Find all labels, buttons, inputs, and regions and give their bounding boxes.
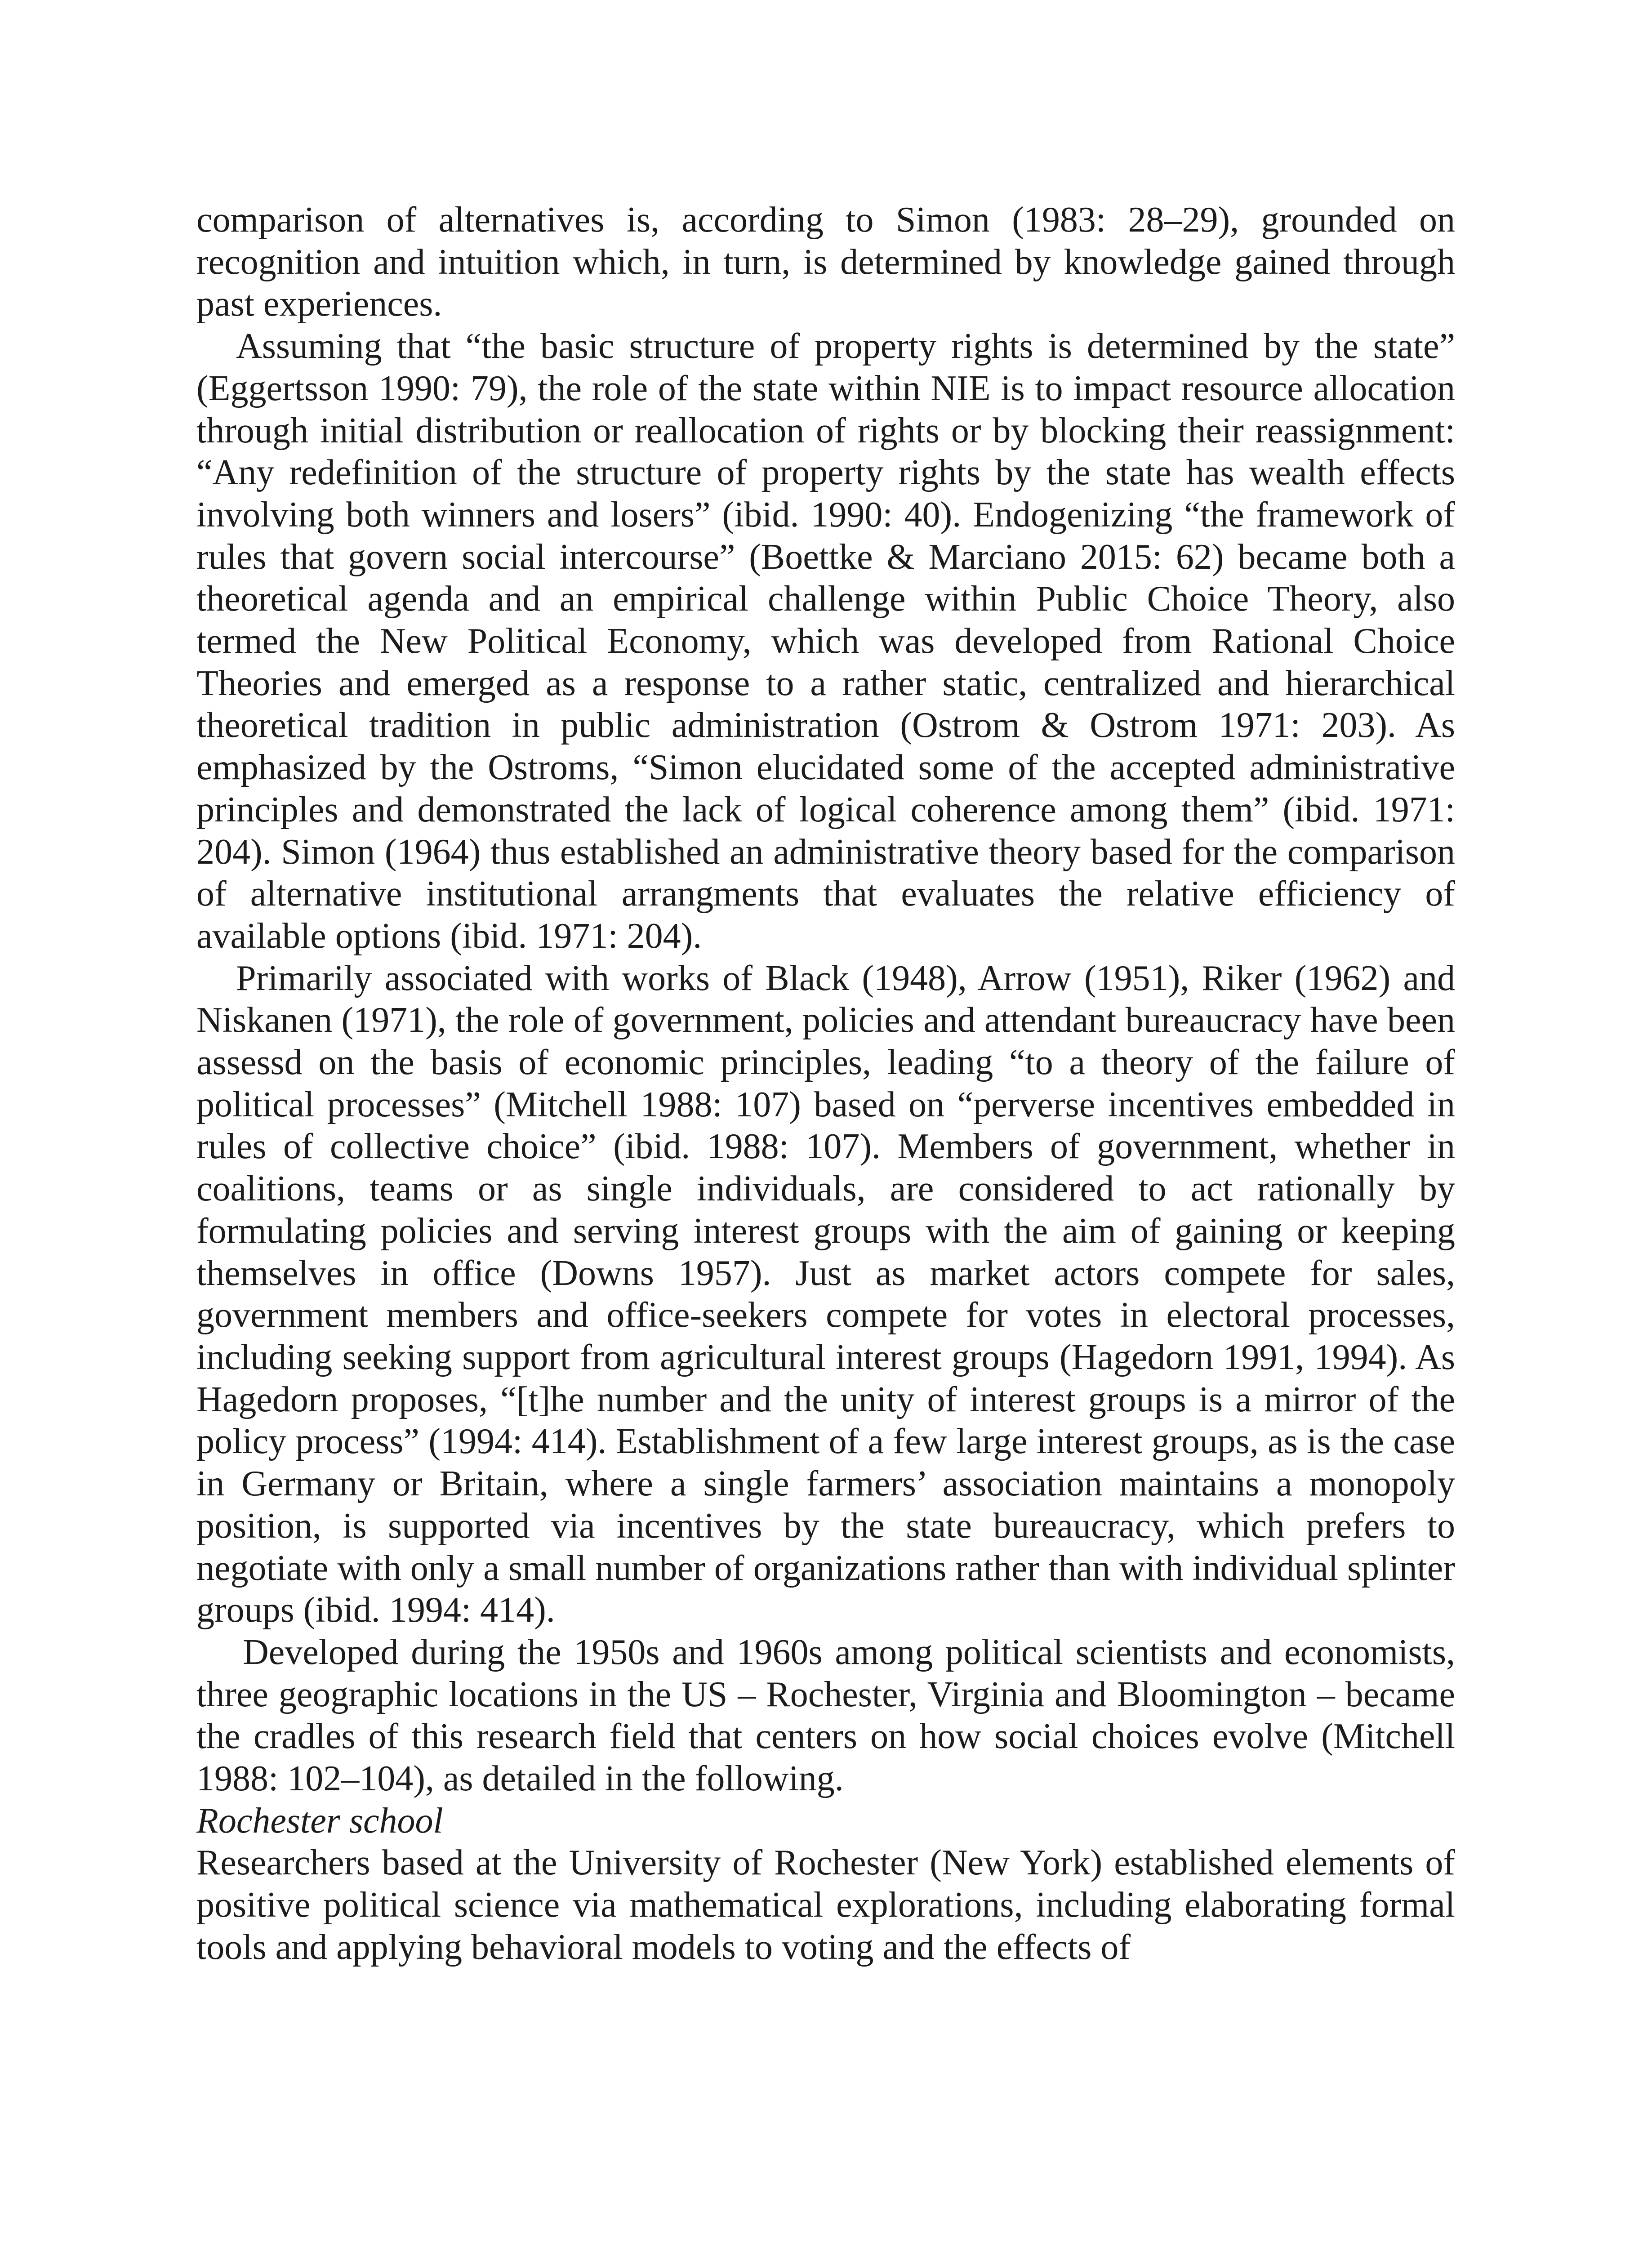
paragraph-property-rights: Assuming that “the basic structure of property rights is determined by the state” (Eggertsson 1990: 79), the role of the state within NIE is to impact resource allocation through initial distribution or reallocation of rights or by blocking their reassignment: “Any redefinition of the structure of property rights by the state has wealth effects involving both winners and losers” (ibid. 1990: 40). Endogenizing “the framework of rules that govern social intercourse” (Boettke & Marciano 2015: 62) became both a theoretical agenda and an empirical challenge within Public Choice Theory, also termed the New Political Economy, which was developed from Rational Choice Theories and emerged as a response to a rather static, centralized and hierarchical theoretical tradition in public administration (Ostrom & Ostrom 1971: 203). As emphasized by the Ostroms, “Simon elucidated some of the accepted administrative principles and demonstrated the lack of logical coherence among them” (ibid. 1971: 204). Simon (1964) thus established an administrative theory based for the comparison of alternative institutional arrangments that evaluates the relative efficiency of available options (ibid. 1971: 204). bbox=[196, 326, 1455, 956]
paragraph-rochester: Researchers based at the University of Rochester (New York) established elements of positive political science via mathematical explorations, including elaborating formal tools and applying behavioral models to voting and the effects of bbox=[196, 1843, 1455, 1967]
body-text bbox=[196, 199, 1455, 1969]
paragraph-research-locations: Developed during the 1950s and 1960s among political scientists and economists, three geographic locations in the US – Rochester, Virginia and Bloomington – became the cradles of this research field that centers on how social choices evolve (Mitchell 1988: 102–104), as detailed in the following. bbox=[196, 1632, 1455, 1799]
paragraph-public-choice: Primarily associated with works of Black (1948), Arrow (1951), Riker (1962) and Niskanen (1971), the role of government, policies and attendant bureaucracy have been assessd on the basis of economic principles, leading “to a theory of the failure of political processes” (Mitchell 1988: 107) based on “perverse incentives embedded in rules of collective choice” (ibid. 1988: 107). Members of government, whether in coalitions, teams or as single individuals, are considered to act rationally by formulating policies and serving interest groups with the aim of gaining or keeping themselves in office (Downs 1957). Just as market actors compete for sales, government members and office-seekers compete for votes in electoral processes, including seeking support from agricultural interest groups (Hagedorn 1991, 1994). As Hagedorn proposes, “[t]he number and the unity of interest groups is a mirror of the policy process” (1994: 414). Establishment of a few large interest groups, as is the case in Germany or Britain, where a single farmers’ association maintains a monopoly position, is supported via incentives by the state bureaucracy, which prefers to negotiate with only a small number of organizations rather than with individual splinter groups (ibid. 1994: 414). bbox=[196, 958, 1455, 1630]
paragraph-continued: comparison of alternatives is, according to Simon (1983: 28–29), grounded on recognition and intuition which, in turn, is determined by knowledge gained through past experiences. bbox=[196, 200, 1455, 324]
section-heading: Rochester school bbox=[196, 1801, 443, 1841]
